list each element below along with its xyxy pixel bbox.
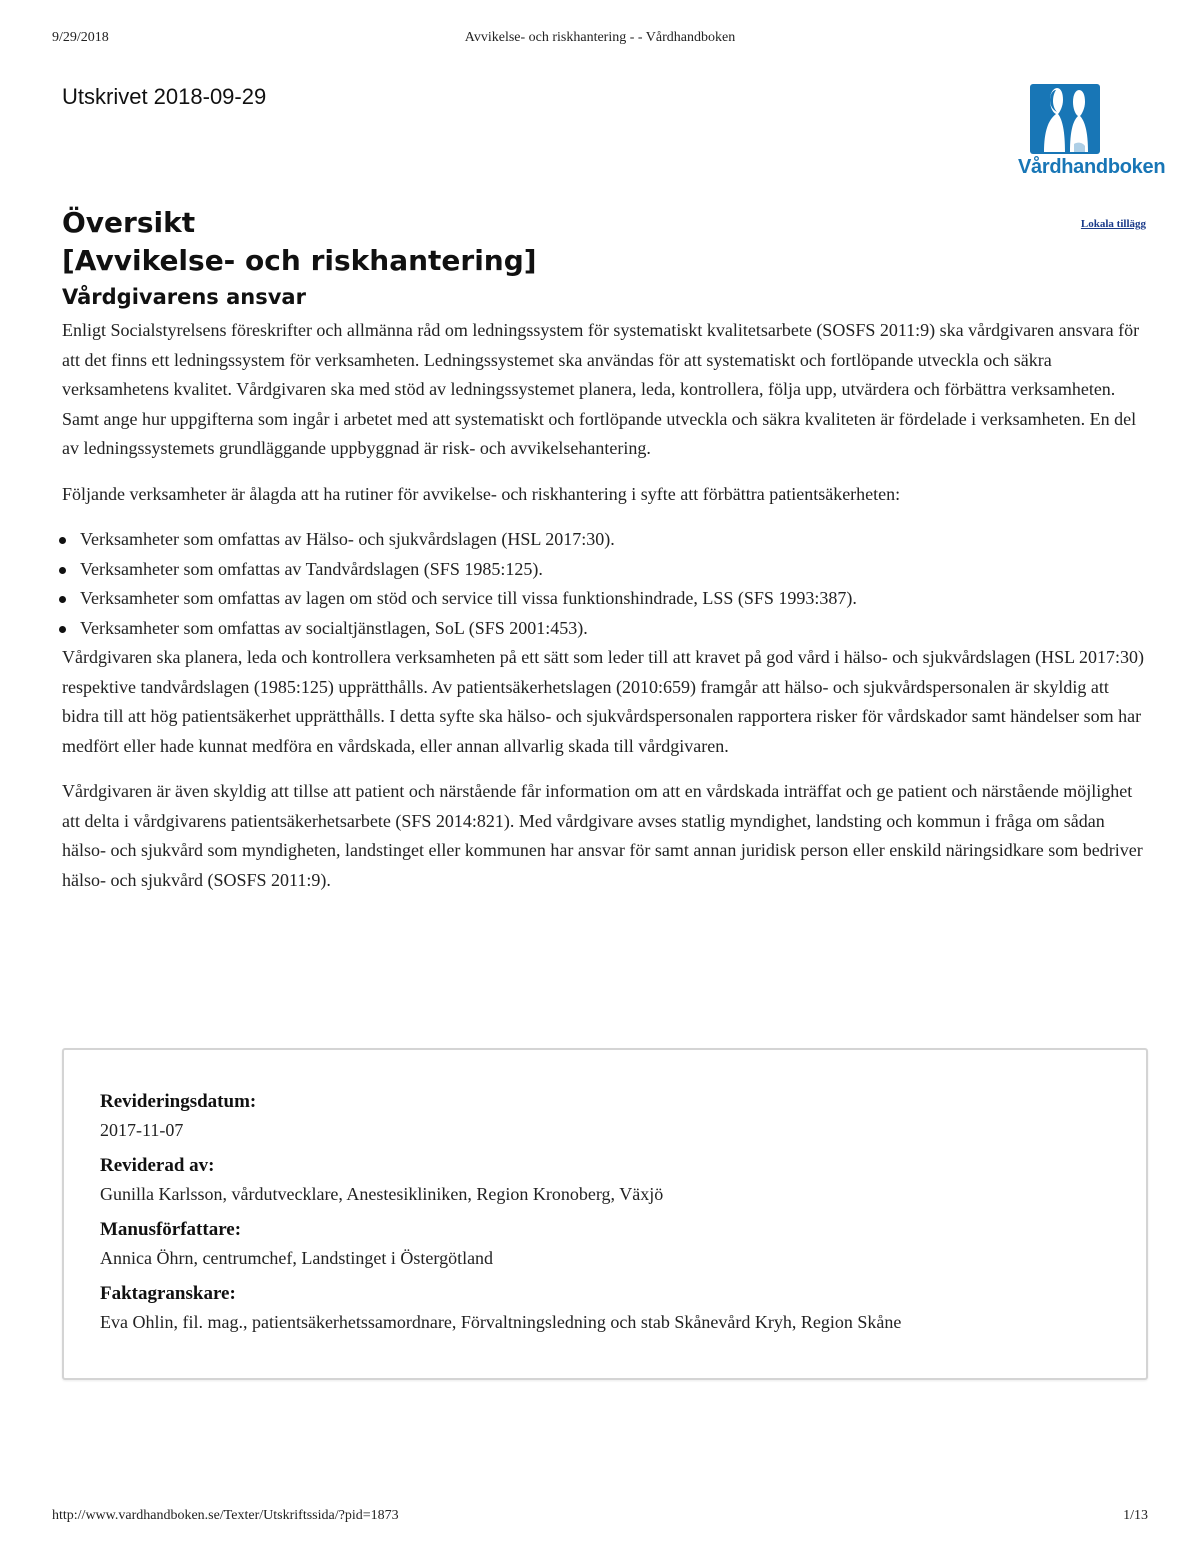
bullet-list — [62, 525, 1148, 643]
list-item-text: Verksamheter som omfattas av Tandvårdslagen (SFS 1985:125). — [80, 558, 543, 579]
author-label: Manusförfattare: — [100, 1219, 242, 1240]
revised-by-label: Reviderad av: — [100, 1155, 215, 1176]
paragraph-responsibility: Vårdgivaren ska planera, leda och kontrollera verksamheten på ett sätt som leder till att kravet på god vård i hälso- och sjukvårdslagen (HSL 2017:30) respektive tandvårdslagen (1985:125) upprätthålls. Av patientsäkerhetslagen (2010:659) framgår att hälso- och sjukvårdspersonalen är skyldig att bidra till att hög patientsäkerhet upprätthålls. I detta syfte ska hälso- och sjukvårdspersonalen rapportera risker för vårdskador samt händelser som har medfört eller hade kunnat medföra en vårdskada, eller annan allvarlig skada till vårdgivaren. — [62, 647, 1144, 756]
heading-line-2: [Avvikelse- och riskhantering] — [62, 244, 537, 277]
author-value: Annica Öhrn, centrumchef, Landstinget i Östergötland — [100, 1248, 494, 1268]
fact-reviewer-label: Faktagranskare: — [100, 1283, 236, 1304]
print-footer — [52, 1508, 1148, 1528]
list-item — [62, 555, 1148, 585]
page-number: 1/13 — [1123, 1508, 1148, 1523]
paragraph-list-lead: Följande verksamheter är ålagda att ha rutiner för avvikelse- och riskhantering i syfte att förbättra patientsäkerheten: — [62, 483, 901, 504]
list-item — [62, 614, 1148, 644]
main-content — [62, 204, 1148, 911]
revision-date-label: Revideringsdatum: — [100, 1091, 257, 1112]
print-header — [52, 30, 1148, 50]
list-item-text: Verksamheter som omfattas av Hälso- och sjukvårdslagen (HSL 2017:30). — [80, 529, 615, 549]
paragraph-intro: Enligt Socialstyrelsens föreskrifter och allmänna råd om ledningssystem för systematiskt kvalitetsarbete (SOSFS 2011:9) ska vårdgivaren ansvara för att det finns ett ledningssystem för verksamheten. Ledningssystemet ska användas för att systematiskt och fortlöpande utveckla och säkra verksamhetens kvalitet. Vårdgivaren ska med stöd av ledningssystemet planera, leda, kontrollera, följa upp, utvärdera och förbättra verksamheten. Samt ange hur uppgifterna som ingår i arbetet med att systematiskt och fortlöpande utveckla och säkra kvaliteten är fördelade i verksamheten. En del av ledningssystemets grundläggande uppbyggnad är risk- och avvikelsehantering. — [62, 320, 1140, 458]
bullet-icon — [59, 596, 66, 603]
list-item — [62, 584, 1148, 614]
logo-wordmark: Vårdhandboken — [1018, 156, 1166, 178]
print-page-title: Avvikelse- och riskhantering - - Vårdhandboken — [464, 30, 736, 45]
list-item — [62, 525, 1148, 555]
fact-reviewer-value: Eva Ohlin, fil. mag., patientsäkerhetssamordnare, Förvaltningsledning och stab Skånevård Kryh, Region Skåne — [100, 1312, 902, 1332]
vardhandboken-logo[interactable] — [1018, 84, 1166, 184]
print-url: http://www.vardhandboken.se/Texter/Utskriftssida/?pid=1873 — [52, 1508, 399, 1523]
page-heading — [62, 204, 1148, 280]
logo-mark-icon — [1030, 84, 1100, 154]
list-item-text: Verksamheter som omfattas av lagen om stöd och service till vissa funktionshindrade, LSS (SFS 1993:387). — [80, 588, 857, 608]
local-additions-link[interactable]: Lokala tillägg — [1080, 218, 1146, 230]
print-date: 9/29/2018 — [52, 30, 109, 45]
revised-by-value: Gunilla Karlsson, vårdutvecklare, Anestesikliniken, Region Kronoberg, Växjö — [100, 1184, 664, 1204]
bullet-icon — [59, 537, 66, 544]
bullet-icon — [59, 567, 66, 574]
list-item-text: Verksamheter som omfattas av socialtjänstlagen, SoL (SFS 2001:453). — [80, 617, 588, 638]
printed-date: Utskrivet 2018-09-29 — [62, 84, 267, 109]
heading-line-1: Översikt — [62, 206, 196, 239]
paragraph-information-duty: Vårdgivaren är även skyldig att tillse att patient och närstående får information om att en vårdskada inträffat och ge patient och närstående möjlighet att delta i vårdgivarens patientsäkerhetsarbete (SFS 2014:821). Med vårdgivare avses statlig myndighet, landsting och kommun i fråga om sådan hälso- och sjukvård som myndigheten, landstinget eller kommunen har ansvar för samt annan juridisk person eller enskild näringsidkare som bedriver hälso- och sjukvård (SOSFS 2011:9). — [62, 781, 1143, 890]
section-heading: Vårdgivarens ansvar — [62, 285, 306, 309]
revision-date-value: 2017-11-07 — [100, 1120, 184, 1140]
bullet-icon — [59, 626, 66, 633]
revision-info-box — [62, 1048, 1148, 1380]
